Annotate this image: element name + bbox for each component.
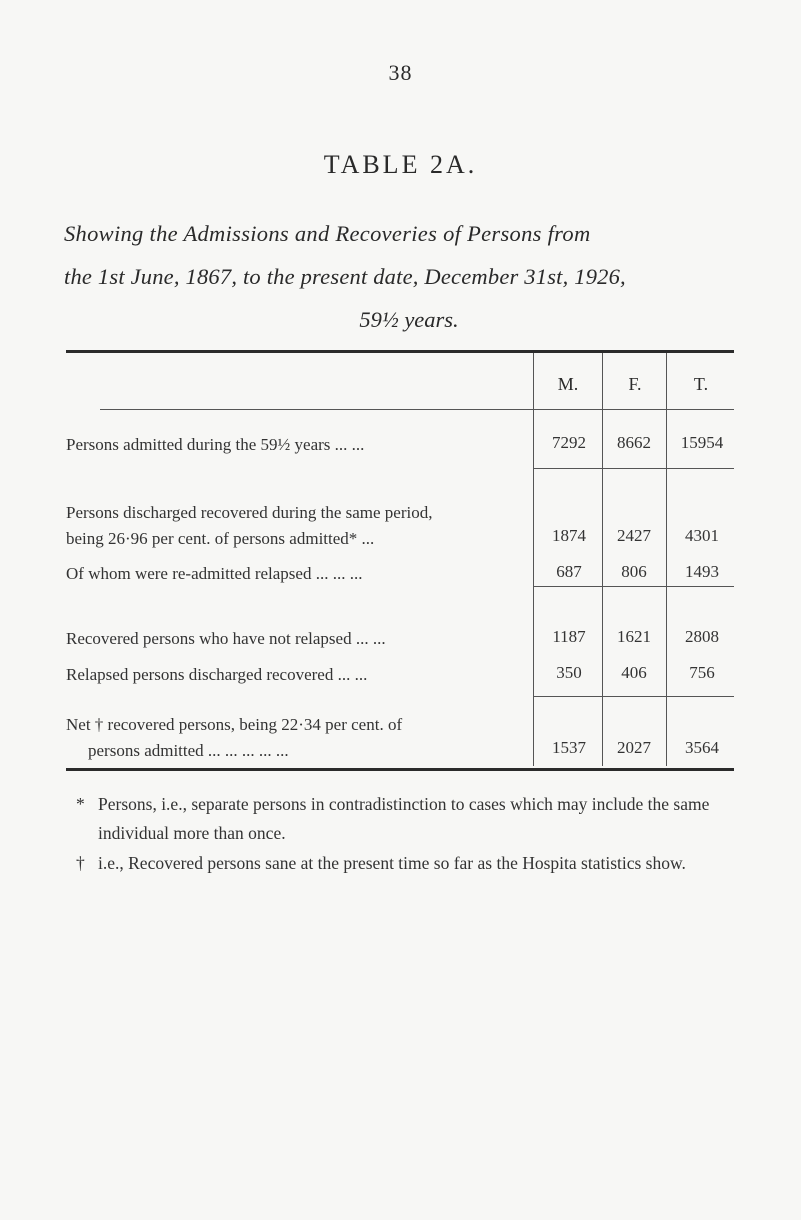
column-divider: [666, 353, 667, 766]
cell-m: 7292: [552, 433, 586, 452]
footnote: [76, 849, 758, 878]
row-label-line: Of whom were re-admitted relapsed ... ... ...: [66, 564, 363, 583]
footnote-text: i.e., Recovered persons sane at the present time so far as the Hospita statistics show.: [98, 853, 686, 873]
cell-m: 1874: [552, 526, 586, 545]
caption-line-3: 59½ years.: [359, 307, 459, 332]
cell-m: 1187: [552, 627, 586, 646]
cell-m: 350: [556, 663, 582, 682]
row-label-net-recovered: [66, 712, 526, 764]
footnote-text: Persons, i.e., separate persons in contradistinction to cases which may include the same individual more than once.: [98, 794, 710, 843]
footnote: [76, 790, 758, 848]
row-label-relapsed-recovered: [66, 662, 526, 688]
column-header-m: M.: [557, 374, 579, 394]
row-label-discharged: [66, 500, 526, 552]
caption-line-1: Showing the Admissions and Recoveries of Persons from: [64, 221, 591, 246]
page-number: 38: [388, 60, 413, 85]
group-rule: [533, 468, 734, 469]
column-divider: [602, 353, 603, 766]
caption-line-2: the 1st June, 1867, to the present date, December 31st, 1926,: [64, 264, 626, 289]
footnote-mark: †: [76, 853, 85, 873]
header-rule: [100, 409, 734, 410]
row-label-line: being 26·96 per cent. of persons admitted* ...: [66, 529, 375, 548]
cell-t: 1493: [685, 562, 719, 581]
row-label-line: Persons admitted during the 59½ years ... ...: [66, 435, 365, 454]
table-bottom-rule: [66, 768, 734, 771]
cell-f: 806: [621, 562, 647, 581]
cell-f: 1621: [617, 627, 651, 646]
row-label-line: Recovered persons who have not relapsed ... ...: [66, 629, 386, 648]
cell-m: 1537: [552, 738, 586, 757]
row-label-line: Relapsed persons discharged recovered ... ...: [66, 665, 368, 684]
cell-f: 406: [621, 663, 647, 682]
column-divider: [533, 353, 534, 766]
row-label-line: persons admitted ... ... ... ... ...: [88, 741, 289, 760]
cell-f: 2027: [617, 738, 651, 757]
row-label-line: Persons discharged recovered during the same period,: [66, 503, 433, 522]
group-rule: [533, 696, 734, 697]
table-title: TABLE 2A.: [323, 150, 478, 179]
column-header-f: F.: [628, 374, 642, 394]
group-rule: [533, 586, 734, 587]
cell-f: 2427: [617, 526, 651, 545]
row-label-readmitted: [66, 561, 526, 587]
row-label-line: Net † recovered persons, being 22·34 per cent. of: [66, 715, 403, 734]
row-label-not-relapsed: [66, 626, 526, 652]
row-label-admitted: [66, 432, 526, 458]
column-header-t: T.: [693, 374, 709, 394]
cell-t: 756: [689, 663, 715, 682]
footnote-mark: *: [76, 794, 85, 814]
cell-f: 8662: [617, 433, 651, 452]
cell-t: 4301: [685, 526, 719, 545]
cell-m: 687: [556, 562, 582, 581]
cell-t: 2808: [685, 627, 719, 646]
cell-t: 15954: [680, 433, 724, 452]
table-caption: [64, 212, 754, 341]
cell-t: 3564: [685, 738, 719, 757]
table-top-rule: [66, 350, 734, 353]
